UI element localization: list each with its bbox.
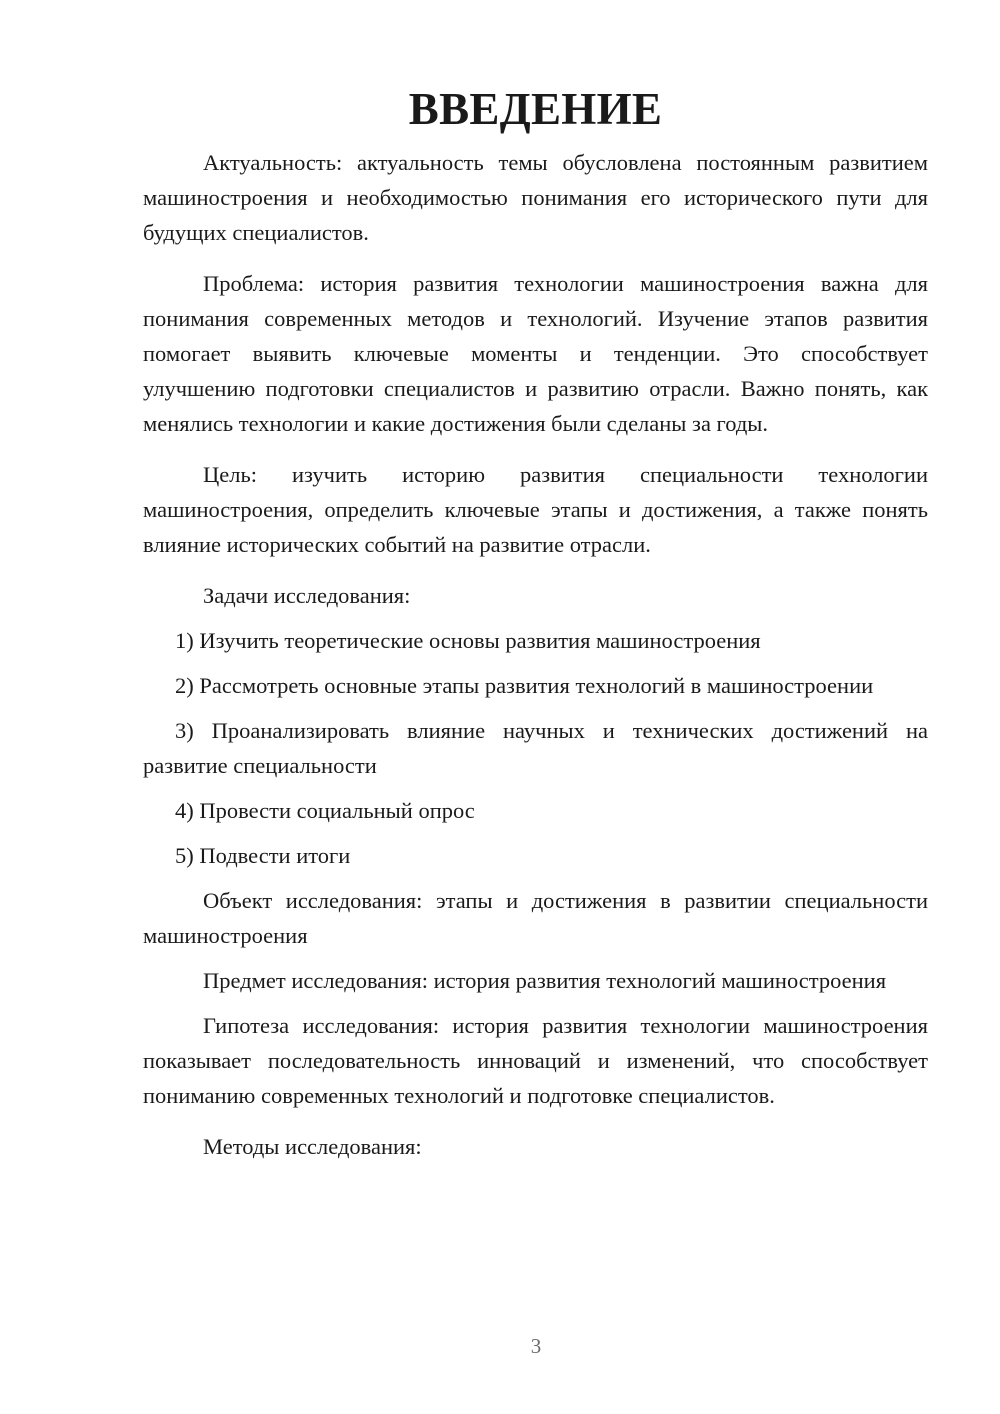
relevance-paragraph: Актуальность: актуальность темы обусловлена постоянным развитием машиностроения и необходимостью понимания его исторического пути для будущих специалистов. bbox=[143, 150, 928, 245]
subject-paragraph: Предмет исследования: история развития технологий машиностроения bbox=[203, 968, 887, 993]
task-item: 3) Проанализировать влияние научных и технических достижений на развитие специальности bbox=[143, 718, 928, 778]
task-item: 5) Подвести итоги bbox=[175, 843, 351, 868]
problem-paragraph: Проблема: история развития технологии машиностроения важна для понимания современных методов и технологий. Изучение этапов развития помогает выявить ключевые моменты и тенденции. Это способствует улучшению подготовки специалистов и развитию отрасли. Важно понять, как менялись технологии и какие достижения были сделаны за годы. bbox=[143, 271, 928, 436]
document-page bbox=[143, 84, 928, 1174]
page-number: 3 bbox=[530, 1334, 542, 1358]
tasks-title: Задачи исследования: bbox=[203, 583, 411, 608]
object-paragraph: Объект исследования: этапы и достижения в развитии специальности машиностроения bbox=[143, 888, 928, 948]
section-heading: ВВЕДЕНИЕ bbox=[408, 84, 663, 134]
task-item: 1) Изучить теоретические основы развития машиностроения bbox=[175, 628, 761, 653]
task-item: 2) Рассмотреть основные этапы развития технологий в машиностроении bbox=[175, 673, 874, 698]
hypothesis-paragraph: Гипотеза исследования: история развития технологии машиностроения показывает последовательность инноваций и изменений, что способствует пониманию современных технологий и подготовке специалистов. bbox=[143, 1013, 928, 1108]
methods-title: Методы исследования: bbox=[203, 1134, 422, 1159]
goal-paragraph: Цель: изучить историю развития специальности технологии машиностроения, определить ключевые этапы и достижения, а также понять влияние исторических событий на развитие отрасли. bbox=[143, 462, 928, 557]
task-item: 4) Провести социальный опрос bbox=[175, 798, 475, 823]
